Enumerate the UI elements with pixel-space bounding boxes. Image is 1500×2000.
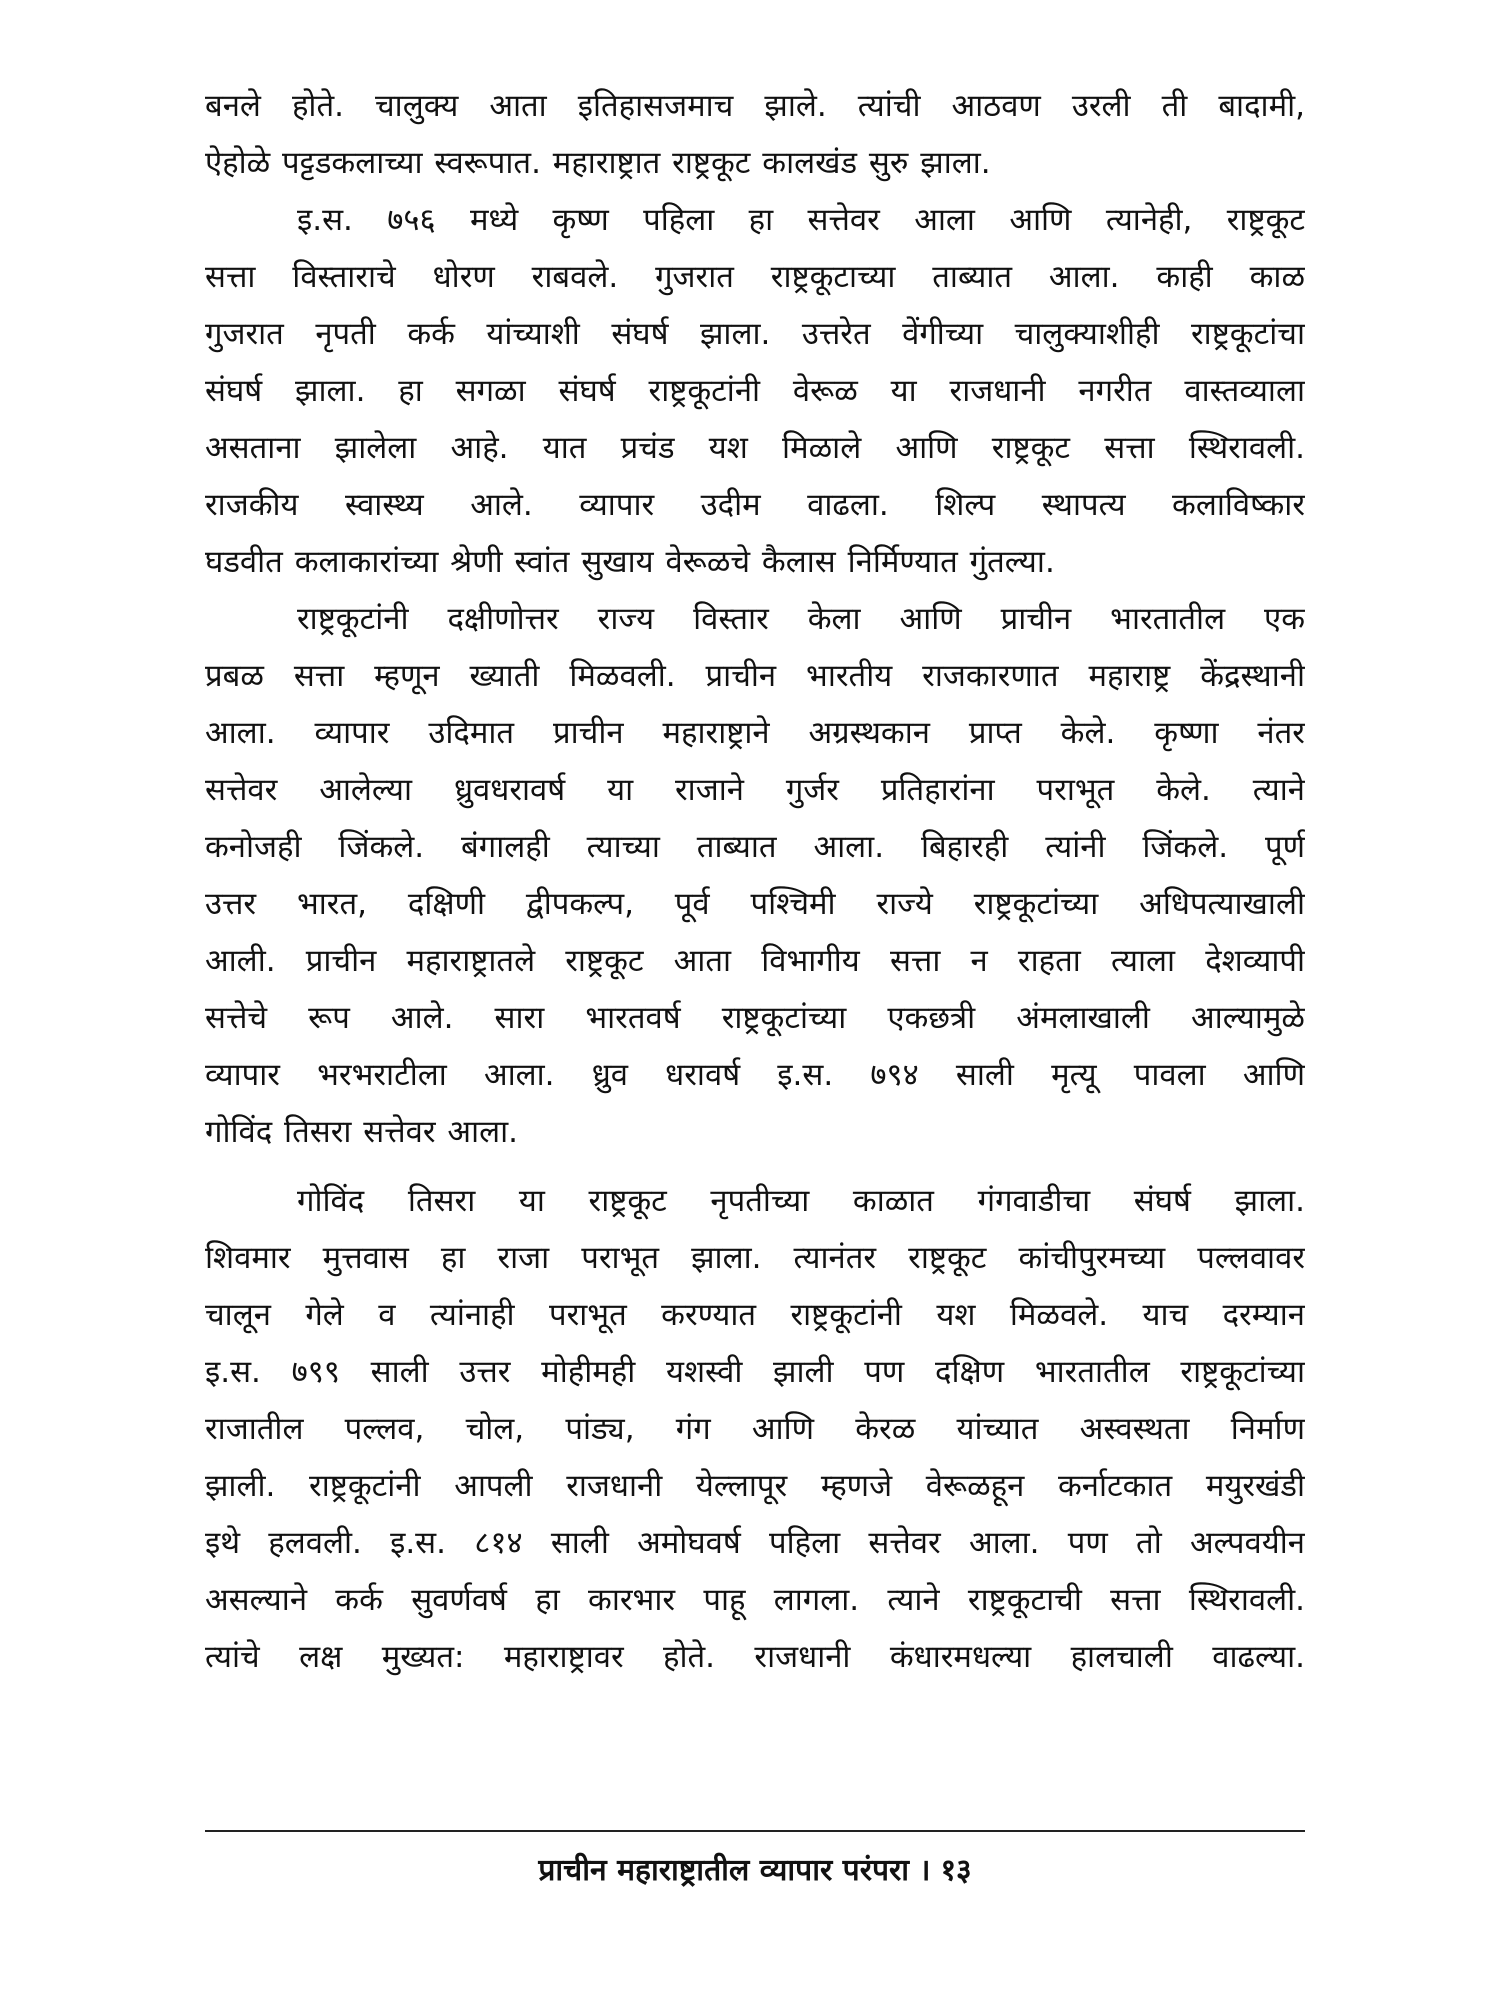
paragraph-4 [205,1173,1305,1686]
paragraph-line: झाली. राष्ट्रकूटांनी आपली राजधानी येल्लापूर म्हणजे वेरूळहून कर्नाटकात मयुरखंडी [205,1468,1305,1504]
paragraph-line: इ.स. ७५६ मध्ये कृष्ण पहिला हा सत्तेवर आला आणि त्यानेही, राष्ट्रकूट [297,202,1305,238]
footer-separator: । [919,1853,931,1888]
paragraph-line: आला. व्यापार उदिमात प्राचीन महाराष्ट्राने अग्रस्थकान प्राप्त केले. कृष्णा नंतर [205,715,1305,751]
paragraph-2 [205,192,1305,591]
paragraph-line: ऐहोळे पट्टडकलाच्या स्वरूपात. महाराष्ट्रात राष्ट्रकूट कालखंड सुरु झाला. [205,145,991,181]
paragraph-line: इथे हलवली. इ.स. ८१४ साली अमोघवर्ष पहिला सत्तेवर आला. पण तो अल्पवयीन [205,1525,1305,1561]
paragraph-line: गोविंद तिसरा या राष्ट्रकूट नृपतीच्या काळात गंगवाडीचा संघर्ष झाला. [297,1183,1305,1219]
paragraph-line: राजकीय स्वास्थ्य आले. व्यापार उदीम वाढला. शिल्प स्थापत्य कलाविष्कार [205,487,1305,523]
page-number: १३ [940,1853,972,1888]
paragraph-line: सत्तेचे रूप आले. सारा भारतवर्ष राष्ट्रकूटांच्या एकछत्री अंमलाखाली आल्यामुळे [205,1000,1305,1036]
paragraph-gap [205,1161,1305,1173]
paragraph-line: त्यांचे लक्ष मुख्यत: महाराष्ट्रावर होते. राजधानी कंधारमधल्या हालचाली वाढल्या. [205,1639,1305,1675]
body-text [205,78,1305,1686]
paragraph-1 [205,78,1305,192]
footer-divider [205,1830,1305,1832]
paragraph-line: राष्ट्रकूटांनी दक्षीणोत्तर राज्य विस्तार केला आणि प्राचीन भारतातील एक [297,601,1305,637]
paragraph-line: आली. प्राचीन महाराष्ट्रातले राष्ट्रकूट आता विभागीय सत्ता न राहता त्याला देशव्यापी [205,943,1305,979]
paragraph-line: सत्ता विस्ताराचे धोरण राबवले. गुजरात राष्ट्रकूटाच्या ताब्यात आला. काही काळ [205,259,1305,295]
paragraph-line: प्रबळ सत्ता म्हणून ख्याती मिळवली. प्राचीन भारतीय राजकारणात महाराष्ट्र केंद्रस्थानी [205,658,1305,694]
paragraph-line: बनले होते. चालुक्य आता इतिहासजमाच झाले. त्यांची आठवण उरली ती बादामी, [205,88,1305,124]
paragraph-line: इ.स. ७९९ साली उत्तर मोहीमही यशस्वी झाली पण दक्षिण भारतातील राष्ट्रकूटांच्या [205,1354,1305,1390]
page-footer [205,1848,1305,1889]
paragraph-line: घडवीत कलाकारांच्या श्रेणी स्वांत सुखाय वेरूळचे कैलास निर्मिण्यात गुंतल्या. [205,544,1055,580]
paragraph-line: कनोजही जिंकले. बंगालही त्याच्या ताब्यात आला. बिहारही त्यांनी जिंकले. पूर्ण [205,829,1305,865]
paragraph-line: शिवमार मुत्तवास हा राजा पराभूत झाला. त्यानंतर राष्ट्रकूट कांचीपुरमच्या पल्लवावर [205,1240,1305,1276]
paragraph-3 [205,591,1305,1161]
book-title: प्राचीन महाराष्ट्रातील व्यापार परंपरा [538,1853,910,1888]
paragraph-line: सत्तेवर आलेल्या ध्रुवधरावर्ष या राजाने गुर्जर प्रतिहारांना पराभूत केले. त्याने [205,772,1305,808]
paragraph-line: असताना झालेला आहे. यात प्रचंड यश मिळाले आणि राष्ट्रकूट सत्ता स्थिरावली. [205,430,1305,466]
paragraph-line: असल्याने कर्क सुवर्णवर्ष हा कारभार पाहू लागला. त्याने राष्ट्रकूटाची सत्ता स्थिरावली. [205,1582,1305,1618]
paragraph-line: गुजरात नृपती कर्क यांच्याशी संघर्ष झाला. उत्तरेत वेंगीच्या चालुक्याशीही राष्ट्रकूटांचा [205,316,1305,352]
paragraph-line: गोविंद तिसरा सत्तेवर आला. [205,1114,519,1150]
paragraph-line: चालून गेले व त्यांनाही पराभूत करण्यात राष्ट्रकूटांनी यश मिळवले. याच दरम्यान [205,1297,1305,1333]
paragraph-line: व्यापार भरभराटीला आला. ध्रुव धरावर्ष इ.स. ७९४ साली मृत्यू पावला आणि [205,1057,1305,1093]
paragraph-line: संघर्ष झाला. हा सगळा संघर्ष राष्ट्रकूटांनी वेरूळ या राजधानी नगरीत वास्तव्याला [205,373,1305,409]
paragraph-line: उत्तर भारत, दक्षिणी द्वीपकल्प, पूर्व पश्चिमी राज्ये राष्ट्रकूटांच्या अधिपत्याखाली [205,886,1305,922]
paragraph-line: राजातील पल्लव, चोल, पांड्य, गंग आणि केरळ यांच्यात अस्वस्थता निर्माण [205,1411,1305,1447]
